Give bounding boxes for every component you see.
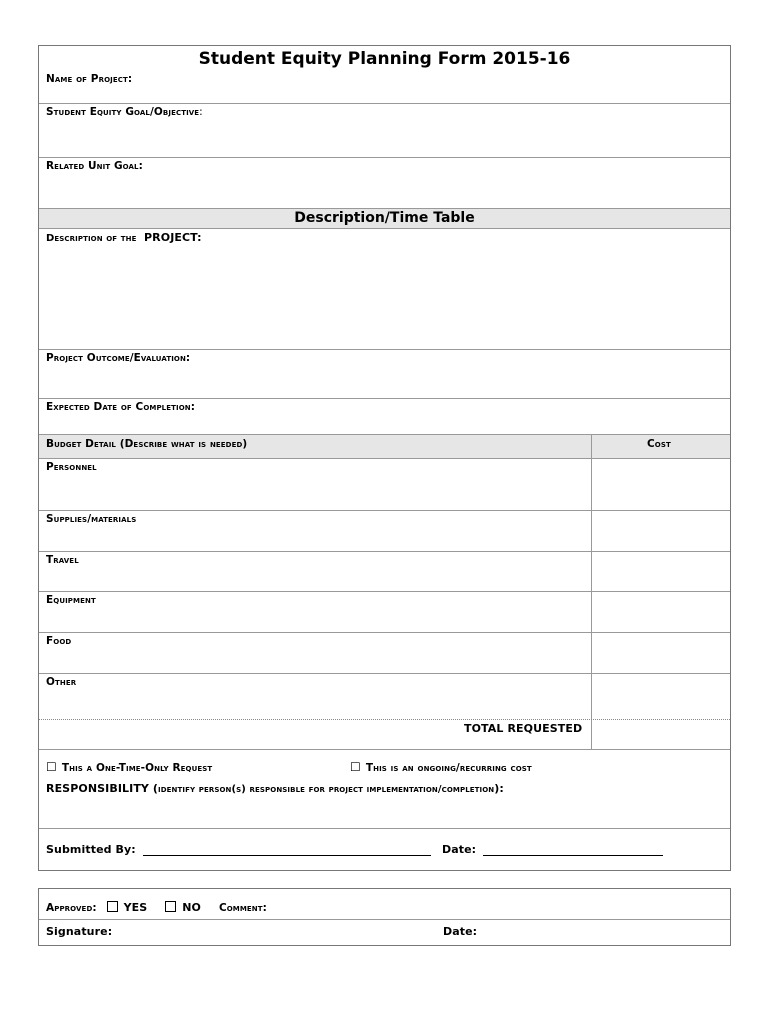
budget-header-row	[39, 435, 730, 458]
budget-item-personnel: Personnel	[46, 461, 97, 473]
approved-label: Approved:	[46, 902, 97, 914]
submitted-by-row	[46, 843, 431, 856]
submitted-by-label: Submitted By:	[46, 843, 136, 856]
section-title: Description/Time Table	[294, 210, 475, 226]
ongoing-option[interactable]	[350, 760, 532, 774]
budget-item-equipment: Equipment	[46, 594, 96, 606]
yes-label: YES	[123, 901, 148, 914]
responsibility-detail: identify person(s) responsible for project implementation/completion	[158, 784, 495, 795]
no-label: NO	[182, 901, 201, 914]
approval-box	[38, 888, 731, 946]
responsibility-end: ):	[494, 782, 504, 795]
budget-item-travel: Travel	[46, 554, 79, 566]
signature-label: Signature:	[46, 925, 113, 938]
form-title-row	[39, 46, 730, 68]
description-label	[46, 231, 202, 244]
goal-colon: :	[199, 106, 203, 118]
submitted-by-line[interactable]	[143, 843, 431, 856]
one-time-option[interactable]	[46, 760, 212, 774]
one-time-checkbox-icon[interactable]: ☐	[46, 760, 57, 774]
approval-row	[46, 901, 267, 914]
budget-header: Budget Detail (Describe what is needed)	[46, 438, 248, 450]
ongoing-label: This is an ongoing/recurring cost	[365, 762, 532, 774]
cost-header: Cost	[647, 438, 671, 450]
one-time-label: This a One-Time-Only Request	[61, 762, 213, 774]
responsibility-title: RESPONSIBILITY (	[46, 782, 159, 795]
outcome-label: Project Outcome/Evaluation:	[46, 352, 191, 364]
comment-label: Comment:	[218, 902, 267, 914]
section-header-row	[39, 209, 730, 228]
submission-date-label: Date:	[442, 843, 477, 856]
yes-checkbox[interactable]	[107, 901, 118, 912]
description-prefix: Description of the	[46, 233, 137, 244]
ongoing-checkbox-icon[interactable]: ☐	[350, 760, 361, 774]
planning-form	[38, 45, 731, 871]
completion-date-label: Expected Date of Completion:	[46, 401, 196, 413]
budget-item-supplies: Supplies/materials	[46, 513, 137, 525]
goal-objective-label	[46, 106, 203, 118]
related-unit-goal-label: Related Unit Goal:	[46, 160, 143, 172]
description-project: PROJECT:	[144, 231, 202, 244]
approval-date-label: Date:	[443, 925, 478, 938]
no-checkbox[interactable]	[165, 901, 176, 912]
submission-date-line[interactable]	[483, 843, 663, 856]
budget-item-other: Other	[46, 676, 77, 688]
submission-date-row	[442, 843, 663, 856]
goal-objective-text: Student Equity Goal/Objective	[46, 106, 200, 118]
form-title: Student Equity Planning Form 2015-16	[198, 49, 571, 69]
total-requested-label: TOTAL REQUESTED	[464, 722, 583, 735]
name-of-project-label: Name of Project:	[46, 73, 133, 85]
budget-item-food: Food	[46, 635, 72, 647]
responsibility-label	[46, 782, 504, 795]
